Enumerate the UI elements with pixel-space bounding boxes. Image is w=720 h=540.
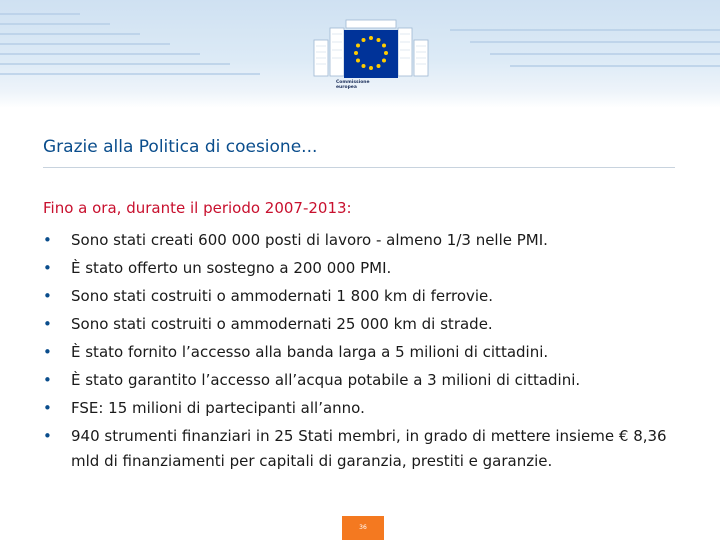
bullet-icon: • [43,287,52,305]
bullet-icon: • [43,399,52,417]
list-item [43,340,683,365]
list-item [43,284,683,309]
list-item-text: È stato garantito l’accesso all’acqua potabile a 3 milioni di cittadini. [71,371,581,389]
list-item-text: 940 strumenti finanziari in 25 Stati membri, in grado di mettere insieme € 8,36 mld di finanziamenti per capitali di garanzia, prestiti e garanzie. [71,427,667,470]
bullet-icon: • [43,259,52,277]
page-number: 36 [359,524,367,531]
list-item-text: È stato fornito l’accesso alla banda larga a 5 milioni di cittadini. [71,343,549,361]
bullet-icon: • [43,371,52,389]
page-number-badge [342,516,384,540]
list-item [43,228,683,253]
title-divider [43,167,675,168]
list-item [43,312,683,337]
logo-text-line2: europea [336,85,357,90]
list-item [43,256,683,281]
list-item [43,368,683,393]
logo-text-line1: Commissione [336,80,370,85]
intro-text: Fino a ora, durante il periodo 2007-2013: [43,199,352,217]
bullet-icon: • [43,231,52,249]
list-item-text: FSE: 15 milioni di partecipanti all’anno. [71,399,365,417]
list-item-text: Sono stati costruiti o ammodernati 1 800 km di ferrovie. [71,287,494,305]
header-band [0,0,720,108]
slide-title: Grazie alla Politica di coesione... [43,137,318,157]
achievements-list [43,228,683,477]
list-item [43,424,683,474]
bullet-icon: • [43,343,52,361]
list-item-text: Sono stati creati 600 000 posti di lavoro - almeno 1/3 nelle PMI. [71,231,548,249]
bullet-icon: • [43,315,52,333]
bullet-icon: • [43,427,52,445]
list-item [43,396,683,421]
list-item-text: È stato offerto un sostegno a 200 000 PMI. [71,259,392,277]
list-item-text: Sono stati costruiti o ammodernati 25 000 km di strade. [71,315,493,333]
logo-text [336,80,396,90]
